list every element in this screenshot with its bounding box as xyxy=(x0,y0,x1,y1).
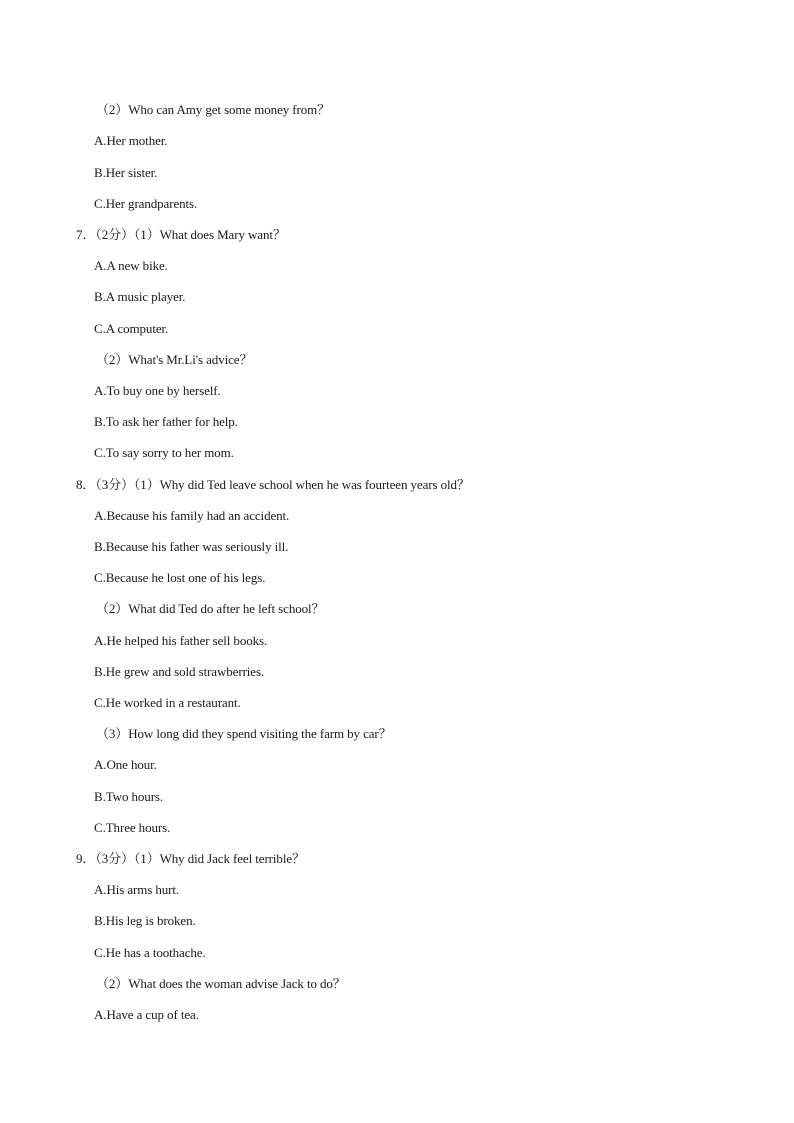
option-line: C.Three hours. xyxy=(94,820,171,835)
option-line: C.To say sorry to her mom. xyxy=(94,445,234,460)
option-line: B.Her sister. xyxy=(94,165,158,180)
option-line: A.Because his family had an accident. xyxy=(94,508,290,523)
option-line: B.To ask her father for help. xyxy=(94,414,238,429)
option-line: C.He worked in a restaurant. xyxy=(94,695,241,710)
option-line: C.He has a toothache. xyxy=(94,945,206,960)
option-line: A.A new bike. xyxy=(94,258,168,273)
option-line: A.Her mother. xyxy=(94,133,168,148)
question-9-part-2: （2）What does the woman advise Jack to do？ xyxy=(96,976,346,991)
option-line: A.Have a cup of tea. xyxy=(94,1007,199,1022)
option-line: A.One hour. xyxy=(94,757,157,772)
option-line: A.His arms hurt. xyxy=(94,882,180,897)
option-line: A.To buy one by herself. xyxy=(94,383,221,398)
question-8-part-2: （2）What did Ted do after he left school？ xyxy=(96,601,325,616)
option-line: A.He helped his father sell books. xyxy=(94,633,268,648)
question-8-heading: 8．（3分）（1）Why did Ted leave school when he was fourteen years old？ xyxy=(76,477,470,492)
question-7-part-2: （2）What's Mr.Li's advice？ xyxy=(96,352,253,367)
option-line: C.Because he lost one of his legs. xyxy=(94,570,266,585)
option-line: B.Because his father was seriously ill. xyxy=(94,539,289,554)
option-line: B.He grew and sold strawberries. xyxy=(94,664,265,679)
option-line: B.A music player. xyxy=(94,289,186,304)
option-line: B.Two hours. xyxy=(94,789,164,804)
question-8-part-3: （3）How long did they spend visiting the farm by car？ xyxy=(96,726,392,741)
option-line: B.His leg is broken. xyxy=(94,913,196,928)
option-line: C.Her grandparents. xyxy=(94,196,198,211)
question-9-heading: 9．（3分）（1）Why did Jack feel terrible？ xyxy=(76,851,305,866)
option-line: C.A computer. xyxy=(94,321,169,336)
question-6-part-2: （2）Who can Amy get some money from？ xyxy=(96,102,331,117)
question-7-heading: 7．（2分）（1）What does Mary want？ xyxy=(76,227,286,242)
